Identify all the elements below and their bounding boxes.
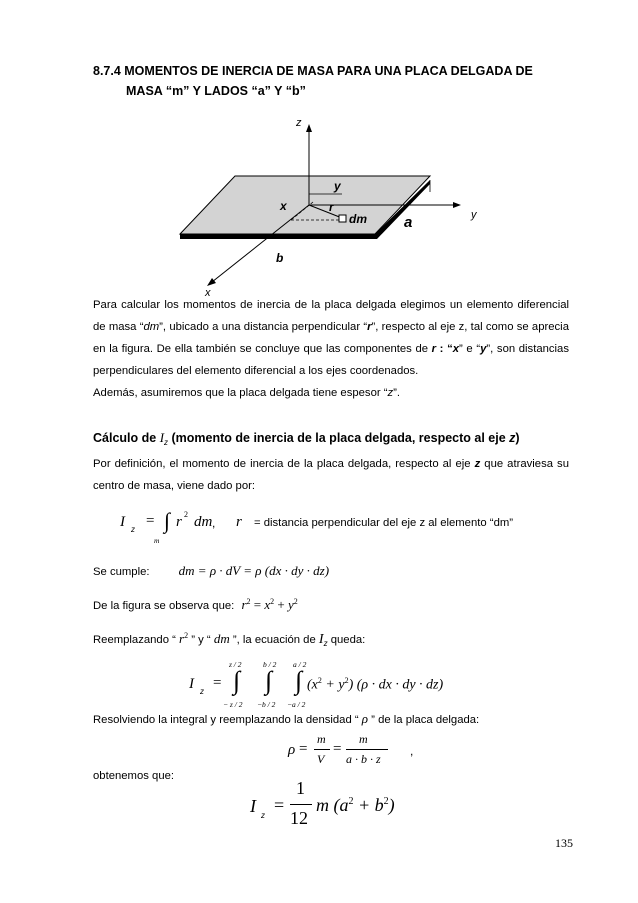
result-part: ) xyxy=(388,795,395,815)
exponent: 2 xyxy=(246,597,251,606)
line-figura xyxy=(93,591,573,617)
line-reemplazando xyxy=(93,625,573,655)
integral-limit: m xyxy=(154,536,160,545)
integrand xyxy=(307,676,443,694)
equals-sign: = xyxy=(146,513,155,529)
numerator: 1 xyxy=(296,778,305,798)
denominator: 12 xyxy=(290,808,308,828)
text-r: r xyxy=(431,343,437,355)
text-x: x xyxy=(452,343,460,355)
page-number: 135 xyxy=(555,836,573,850)
lower-limit: −a / 2 xyxy=(287,700,306,709)
paragraph-definition xyxy=(93,453,569,497)
symbol-dm: dm xyxy=(194,514,213,530)
label-axis-y: y xyxy=(471,209,477,221)
denominator: a · b · z xyxy=(346,752,381,766)
x-axis-arrow xyxy=(207,278,216,286)
equals-sign: = xyxy=(274,795,285,815)
equals-sign: = xyxy=(299,741,308,757)
symbol-y: y xyxy=(287,596,294,612)
text-z: z xyxy=(474,458,481,470)
symbol-m: m xyxy=(316,795,329,815)
integrand-part: ) (ρ · dx · dy · dz) xyxy=(348,677,444,693)
label-r: r xyxy=(329,200,334,214)
label-a: a xyxy=(404,214,413,231)
fraction-bar xyxy=(346,749,388,750)
text: ”. xyxy=(393,387,401,399)
upper-limit: z / 2 xyxy=(229,660,242,669)
symbol-r: r xyxy=(179,630,185,646)
integrand-part: + y xyxy=(321,677,345,693)
subscript-z: z xyxy=(131,525,135,534)
symbol-I: I xyxy=(120,514,125,530)
numerator: m xyxy=(317,732,326,746)
text: ”, son distancias perpendiculares del elemento diferencial a los ejes coordenados. xyxy=(93,343,569,377)
integrand-part: (x xyxy=(307,677,318,693)
equation-result xyxy=(250,778,450,834)
text-r: r xyxy=(367,321,372,333)
equation-density xyxy=(288,732,428,772)
definition-text: = distancia perpendicular del eje z al elemento “dm” xyxy=(254,517,514,529)
text: ”, ubicado a una distancia perpendicular “ xyxy=(159,321,368,333)
lower-limit: − z / 2 xyxy=(223,700,243,709)
text-y: y xyxy=(480,343,487,355)
text: : “ xyxy=(436,343,453,355)
fraction-bar xyxy=(314,749,330,750)
integral-sign: ∫ xyxy=(265,666,273,695)
equals-sign: = xyxy=(213,675,222,691)
comma: , xyxy=(212,516,216,530)
symbol-r: r xyxy=(236,514,242,530)
exponent: 2 xyxy=(344,676,349,685)
exponent: 2 xyxy=(348,796,354,807)
dm-element xyxy=(339,215,346,222)
symbol-I: I xyxy=(250,796,256,816)
exponent: 2 xyxy=(293,597,298,606)
text: Reemplazando “ xyxy=(93,633,180,646)
heading-line-1: 8.7.4 MOMENTOS DE INERCIA DE MASA PARA UNA PLACA DELGADA DE xyxy=(93,64,533,78)
equals-sign: = xyxy=(333,741,342,757)
exponent: 2 xyxy=(383,796,389,807)
label-dm: dm xyxy=(349,212,367,226)
symbol-r: r xyxy=(241,596,247,612)
denominator: V xyxy=(317,752,325,766)
text: De la figura se observa que: xyxy=(93,599,235,612)
plus-sign: + xyxy=(274,596,288,612)
equation-definition xyxy=(108,508,578,548)
text: ) xyxy=(515,431,520,445)
equation-triple-integral xyxy=(185,660,485,710)
integral-sign: ∫ xyxy=(295,666,303,695)
plate-figure xyxy=(150,110,500,300)
exponent: 2 xyxy=(184,631,189,640)
symbol-rho: ρ xyxy=(288,742,296,758)
integral-sign: ∫ xyxy=(233,666,241,695)
text: Para calcular los momentos de inercia de la placa delgada elegimos un elemento diferencial de masa “ xyxy=(93,299,569,333)
subscript-z: z xyxy=(261,811,265,820)
subscript-z: z xyxy=(200,687,204,696)
text: Además, asumiremos que la placa delgada tiene espesor “ xyxy=(93,387,388,399)
text-z: z xyxy=(509,431,516,445)
text: ” e “ xyxy=(459,343,481,355)
fraction-bar xyxy=(290,804,312,805)
text: (momento de inercia de la placa delgada, respecto al eje xyxy=(168,431,510,445)
equals-sign: = xyxy=(250,596,265,612)
symbol-r: r xyxy=(176,514,182,530)
section-heading xyxy=(93,64,533,98)
line-resolviendo xyxy=(93,708,573,731)
upper-limit: a / 2 xyxy=(293,660,307,669)
text: ” de la placa delgada: xyxy=(368,714,480,726)
symbol-I: I xyxy=(318,631,324,647)
symbol-x: x xyxy=(264,596,271,612)
exponent: 2 xyxy=(270,597,275,606)
z-axis-arrow xyxy=(306,124,312,132)
label-axis-x: x xyxy=(205,287,211,299)
text: Se cumple: xyxy=(93,566,150,578)
symbol-I: I xyxy=(159,430,165,445)
subscript-z: z xyxy=(164,438,169,447)
label-axis-z: z xyxy=(296,117,302,129)
subscript-z: z xyxy=(323,639,328,649)
text: que atraviesa su centro de masa, viene dado por: xyxy=(93,458,569,492)
result-part: + b xyxy=(353,795,384,815)
comma: , xyxy=(410,744,414,758)
text: ” y “ xyxy=(188,633,214,646)
text-dm: dm xyxy=(143,321,160,333)
upper-limit: b / 2 xyxy=(263,660,277,669)
equation-dm: dm = ρ · dV = ρ (dx · dy · dz) xyxy=(178,563,330,578)
symbol-I: I xyxy=(189,676,194,692)
symbol-dm: dm xyxy=(213,630,230,646)
exponent: 2 xyxy=(317,676,322,685)
integral-sign: ∫ xyxy=(164,508,171,533)
text: queda: xyxy=(327,633,366,646)
text: Resolviendo la integral y reemplazando la densidad “ xyxy=(93,714,362,726)
exponent: 2 xyxy=(184,510,188,519)
label-y: y xyxy=(334,179,341,193)
section-title xyxy=(93,430,520,447)
result-part: (a xyxy=(329,795,349,815)
paragraph-intro xyxy=(93,294,569,404)
text: ”, la ecuación de xyxy=(229,633,319,646)
heading-line-2: MASA “m” Y LADOS “a” Y “b” xyxy=(126,84,306,98)
result-expression xyxy=(316,795,395,816)
y-axis-arrow xyxy=(453,202,461,208)
line-se-cumple xyxy=(93,560,573,583)
text: Cálculo de xyxy=(93,431,160,445)
line-obtenemos: obtenemos que: xyxy=(93,770,175,782)
symbol-rho: ρ xyxy=(361,711,369,726)
lower-limit: −b / 2 xyxy=(257,700,276,709)
text: ”, respecto al eje z, tal como se aprecia en la figura. De ella también se concluye que las componentes de xyxy=(93,321,569,355)
numerator: m xyxy=(359,732,368,746)
text: Por definición, el momento de inercia de la placa delgada, respecto al eje xyxy=(93,458,475,470)
label-b: b xyxy=(276,251,284,265)
label-x: x xyxy=(280,199,287,213)
text-z: z xyxy=(387,387,394,399)
